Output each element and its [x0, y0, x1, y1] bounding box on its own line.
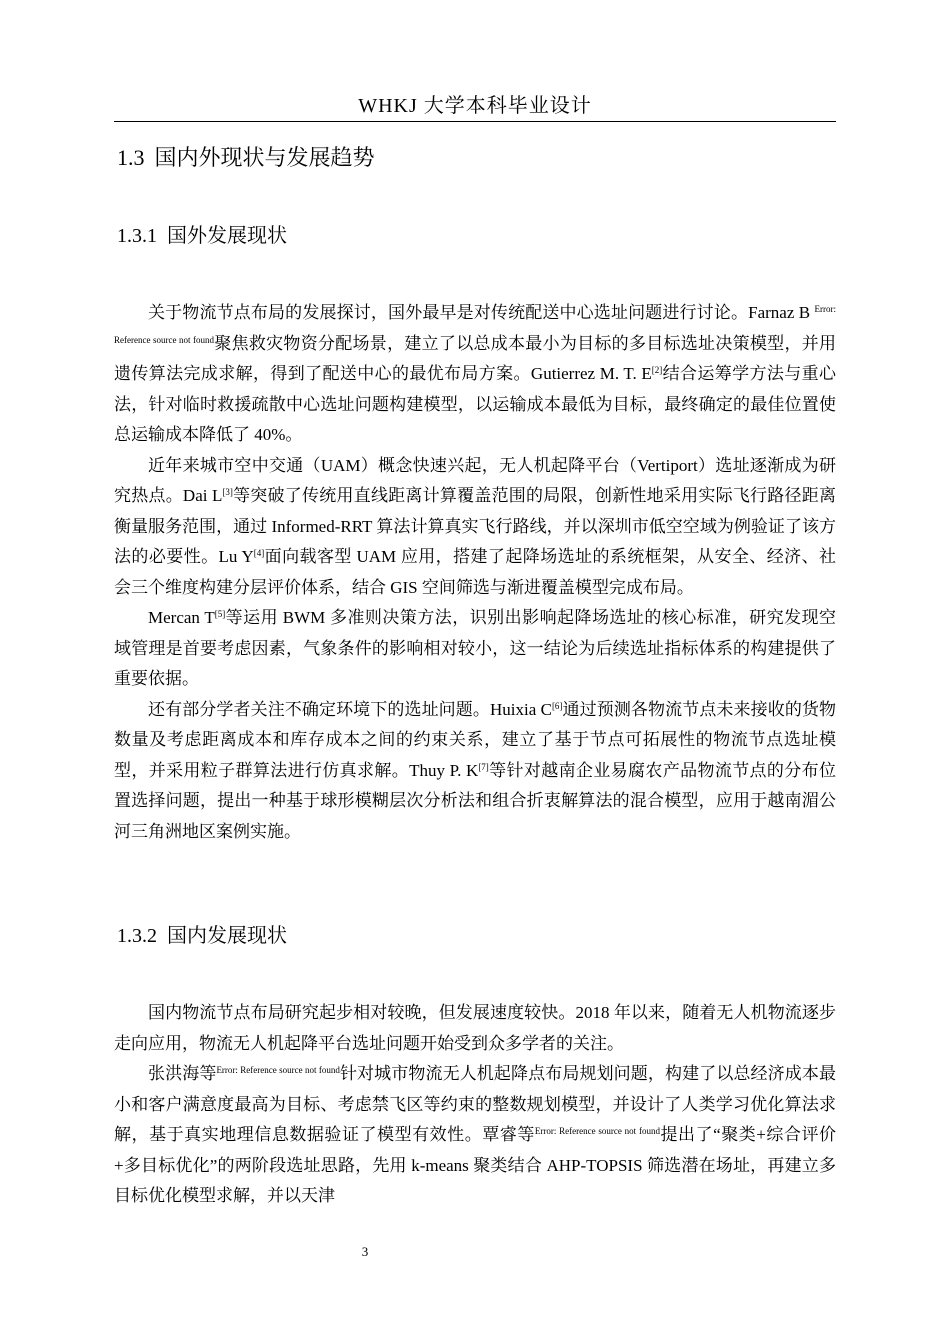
subsection-title: 国外发展现状	[167, 225, 287, 247]
subsection-heading-domestic	[117, 922, 287, 950]
page-header: WHKJ 大学本科毕业设计	[358, 95, 592, 117]
paragraph	[114, 695, 836, 848]
subsection-title: 国内发展现状	[167, 925, 287, 947]
text-run: 近年来城市空中交通（UAM）概念快速兴起，无人机起降平台（Vertiport）选址逐渐成为研究热点。Dai L	[114, 455, 836, 505]
citation: [4]	[253, 548, 265, 558]
text-run: 通过预测各物流节点未来接收的货物数量及考虑距离成本和库存成本之间的约束关系，建立了基于节点可拓展性的物流节点选址模型，并采用粒子群算法进行仿真求解。Thuy P. K	[114, 699, 837, 780]
text-run: 等突破了传统用直线距离计算覆盖范围的局限，创新性地采用实际飞行路径距离衡量服务范围，通过 Informed-RRT 算法计算真实飞行路线，并以深圳市低空空域为例验证了该方法的必要性。Lu Y	[114, 486, 836, 566]
text-run: 提出了“聚类+综合评价+多目标优化”的两阶段选址思路，先用 k-means 聚类结合 AHP-TOPSIS 筛选潜在场址，再建立多目标优化模型求解，并以天津	[114, 1125, 836, 1205]
foreign-status-body	[114, 298, 836, 847]
section-heading	[117, 143, 375, 173]
domestic-status-body	[114, 998, 836, 1212]
reference-error: Error: Reference source not found	[534, 1126, 660, 1136]
text-run: 等针对越南企业易腐农产品物流节点的分布位置选择问题，提出一种基于球形模糊层次分析法和组合折衷解算法的混合模型，应用于越南湄公河三角洲地区案例实施。	[114, 760, 836, 841]
text-run: 等运用 BWM 多准则决策方法，识别出影响起降场选址的核心标准，研究发现空域管理是首要考虑因素，气象条件的影响相对较小，这一结论为后续选址指标体系的构建提供了重要依据。	[114, 608, 837, 688]
text-run: 面向载客型 UAM 应用，搭建了起降场选址的系统框架，从安全、经济、社会三个维度构建分层评价体系，结合 GIS 空间筛选与渐进覆盖模型完成布局。	[114, 547, 836, 597]
subsection-number: 1.3.2	[117, 925, 157, 947]
citation: [5]	[214, 609, 226, 619]
reference-error: Error: Reference source not found	[216, 1065, 340, 1075]
text-run: Mercan T	[148, 608, 215, 627]
paragraph	[114, 1059, 836, 1212]
text-run: 聚焦救灾物资分配场景，建立了以总成本最小为目标的多目标选址决策模型，并用遗传算法完成求解，得到了配送中心的最优布局方案。Gutierrez M. T. E	[114, 333, 836, 383]
subsection-number: 1.3.1	[117, 225, 157, 247]
paragraph: 国内物流节点布局研究起步相对较晚，但发展速度较快。2018 年以来，随着无人机物流逐步走向应用，物流无人机起降平台选址问题开始受到众多学者的关注。	[114, 1003, 836, 1053]
reference-error: Error: Reference source not found	[114, 304, 837, 345]
section-title: 国内外现状与发展趋势	[154, 145, 375, 170]
citation: [7]	[478, 761, 489, 772]
text-run: 还有部分学者关注不确定环境下的选址问题。Huixia C	[148, 699, 552, 719]
header-divider	[114, 121, 836, 122]
paragraph	[114, 451, 836, 604]
paragraph	[114, 603, 836, 695]
citation: [6]	[551, 700, 563, 711]
citation: [3]	[222, 487, 233, 497]
citation: [2]	[651, 365, 663, 375]
text-run: 张洪海等	[148, 1064, 217, 1083]
text-run: 针对城市物流无人机起降点布局规划问题，构建了以总经济成本最小和客户满意度最高为目标、考虑禁飞区等约束的整数规划模型，并设计了人类学习优化算法求解，基于真实地理信息数据验证了模型有效性。覃睿等	[114, 1064, 836, 1144]
text-run: 结合运筹学方法与重心法，针对临时救援疏散中心选址问题构建模型，以运输成本最低为目标，最终确定的最佳位置使总运输成本降低了 40%。	[114, 364, 836, 444]
section-number: 1.3	[117, 145, 145, 170]
text-run: 关于物流节点布局的发展探讨，国外最早是对传统配送中心选址问题进行讨论。Farnaz B	[148, 303, 811, 322]
subsection-heading-foreign	[117, 222, 287, 250]
paragraph	[114, 298, 836, 451]
page-number: 3	[361, 1244, 369, 1259]
